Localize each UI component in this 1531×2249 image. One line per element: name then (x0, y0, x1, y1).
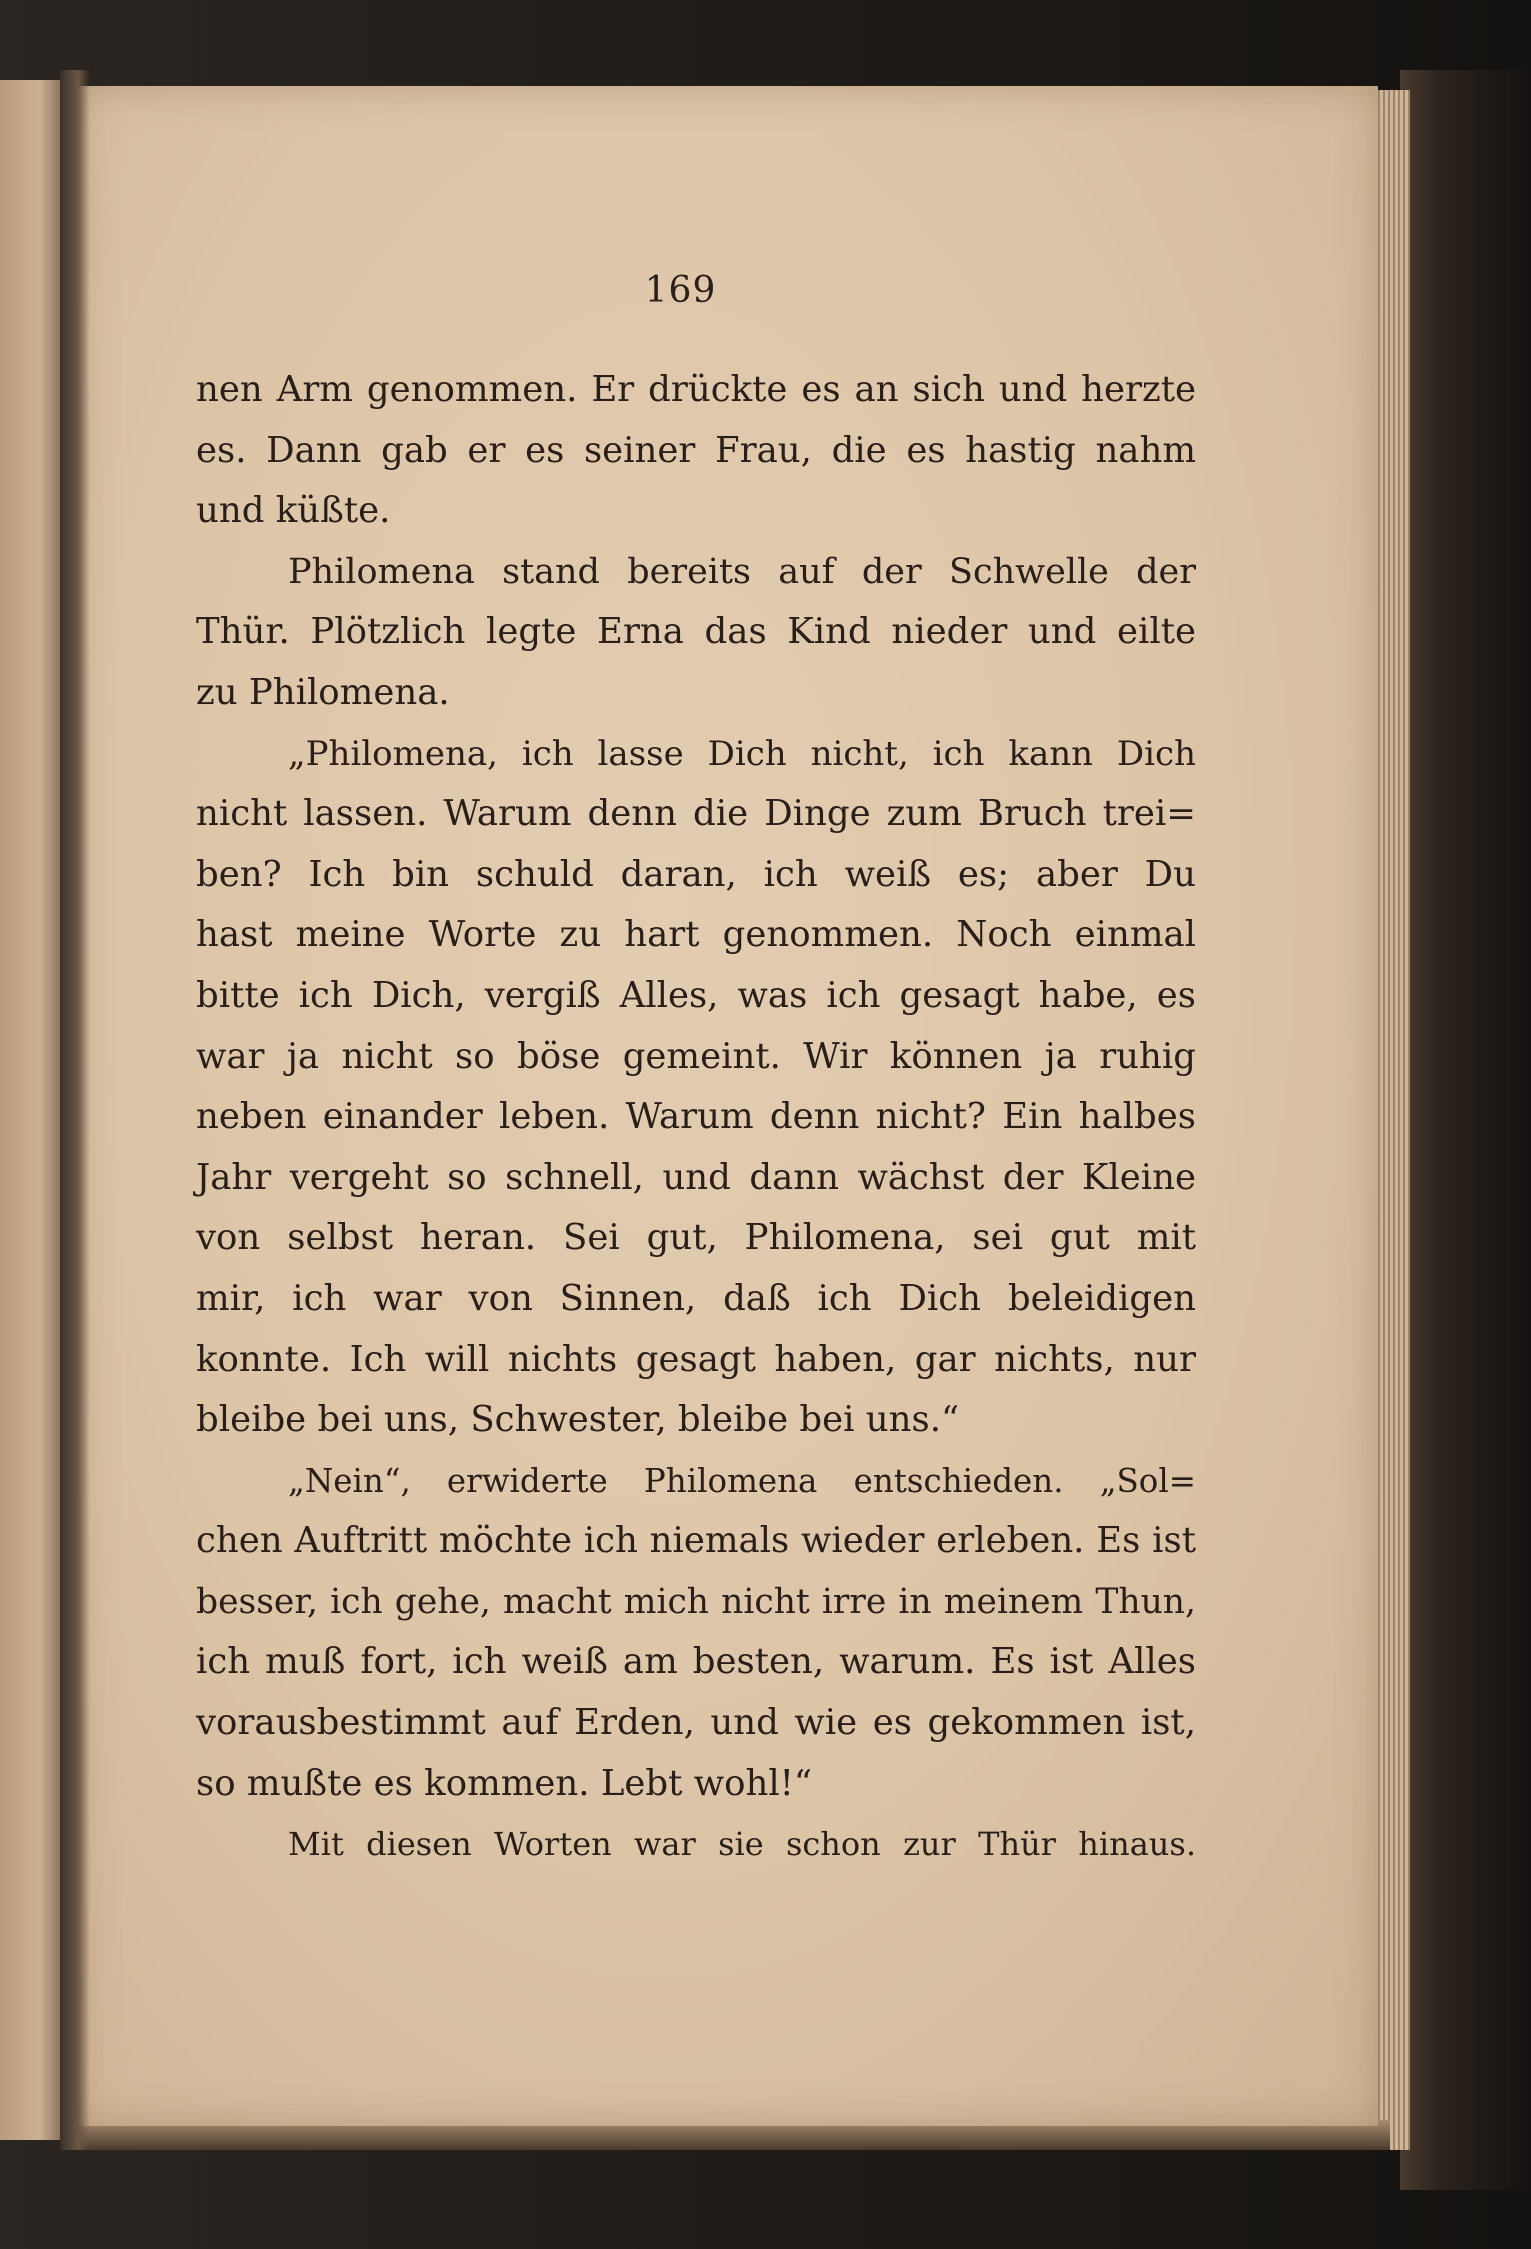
text-line: zu Philomena. (196, 671, 450, 713)
text-line: nicht lassen. Warum denn die Dinge zum Bruch trei= (196, 793, 1196, 835)
text-line: Jahr vergeht so schnell, und dann wächst der Kleine (196, 1156, 1196, 1198)
text-line: „Philomena, ich lasse Dich nicht, ich kann Dich (288, 733, 1196, 774)
text-line: mir, ich war von Sinnen, daß ich Dich beleidigen (196, 1277, 1196, 1319)
text-line: nen Arm genommen. Er drückte es an sich und herzte (196, 369, 1196, 410)
text-line: bitte ich Dich, vergiß Alles, was ich gesagt habe, es (196, 974, 1196, 1016)
text-line: hast meine Worte zu hart genommen. Noch einmal (196, 914, 1196, 956)
text-line: ben? Ich bin schuld daran, ich weiß es; aber Du (196, 853, 1196, 895)
text-line: „Nein“, erwiderte Philomena entschieden. „Sol= (288, 1461, 1196, 1500)
text-line: Philomena stand bereits auf der Schwelle der (288, 551, 1196, 592)
previous-page-edge (0, 80, 66, 2140)
text-line: besser, ich gehe, macht mich nicht irre in meinem Thun, (196, 1581, 1196, 1622)
text-line: Mit diesen Worten war sie schon zur Thür hinaus. (288, 1825, 1196, 1864)
gutter-shadow (60, 70, 90, 2150)
text-line: ich muß fort, ich weiß am besten, warum. Es ist Alles (196, 1641, 1196, 1683)
text-line: war ja nicht so böse gemeint. Wir können ja ruhig (196, 1035, 1196, 1077)
text-line: vorausbestimmt auf Erden, und wie es gekommen ist, (196, 1702, 1196, 1744)
page-number: 169 (644, 270, 717, 311)
text-line: so mußte es kommen. Lebt wohl!“ (196, 1762, 813, 1804)
book-cover-edge (1400, 70, 1531, 2190)
text-line: bleibe bei uns, Schwester, bleibe bei uns.“ (196, 1399, 960, 1441)
text-line: es. Dann gab er es seiner Frau, die es hastig nahm (196, 429, 1196, 471)
text-line: von selbst heran. Sei gut, Philomena, sei gut mit (196, 1217, 1196, 1259)
text-line: neben einander leben. Warum denn nicht? Ein halbes (196, 1096, 1196, 1138)
text-line: Thür. Plötzlich legte Erna das Kind nieder und eilte (196, 611, 1196, 653)
text-line: und küßte. (196, 490, 391, 532)
body-text (196, 360, 1196, 1875)
text-line: chen Auftritt möchte ich niemals wieder erleben. Es ist (196, 1520, 1196, 1562)
text-line: konnte. Ich will nichts gesagt haben, gar nichts, nur (196, 1338, 1196, 1380)
